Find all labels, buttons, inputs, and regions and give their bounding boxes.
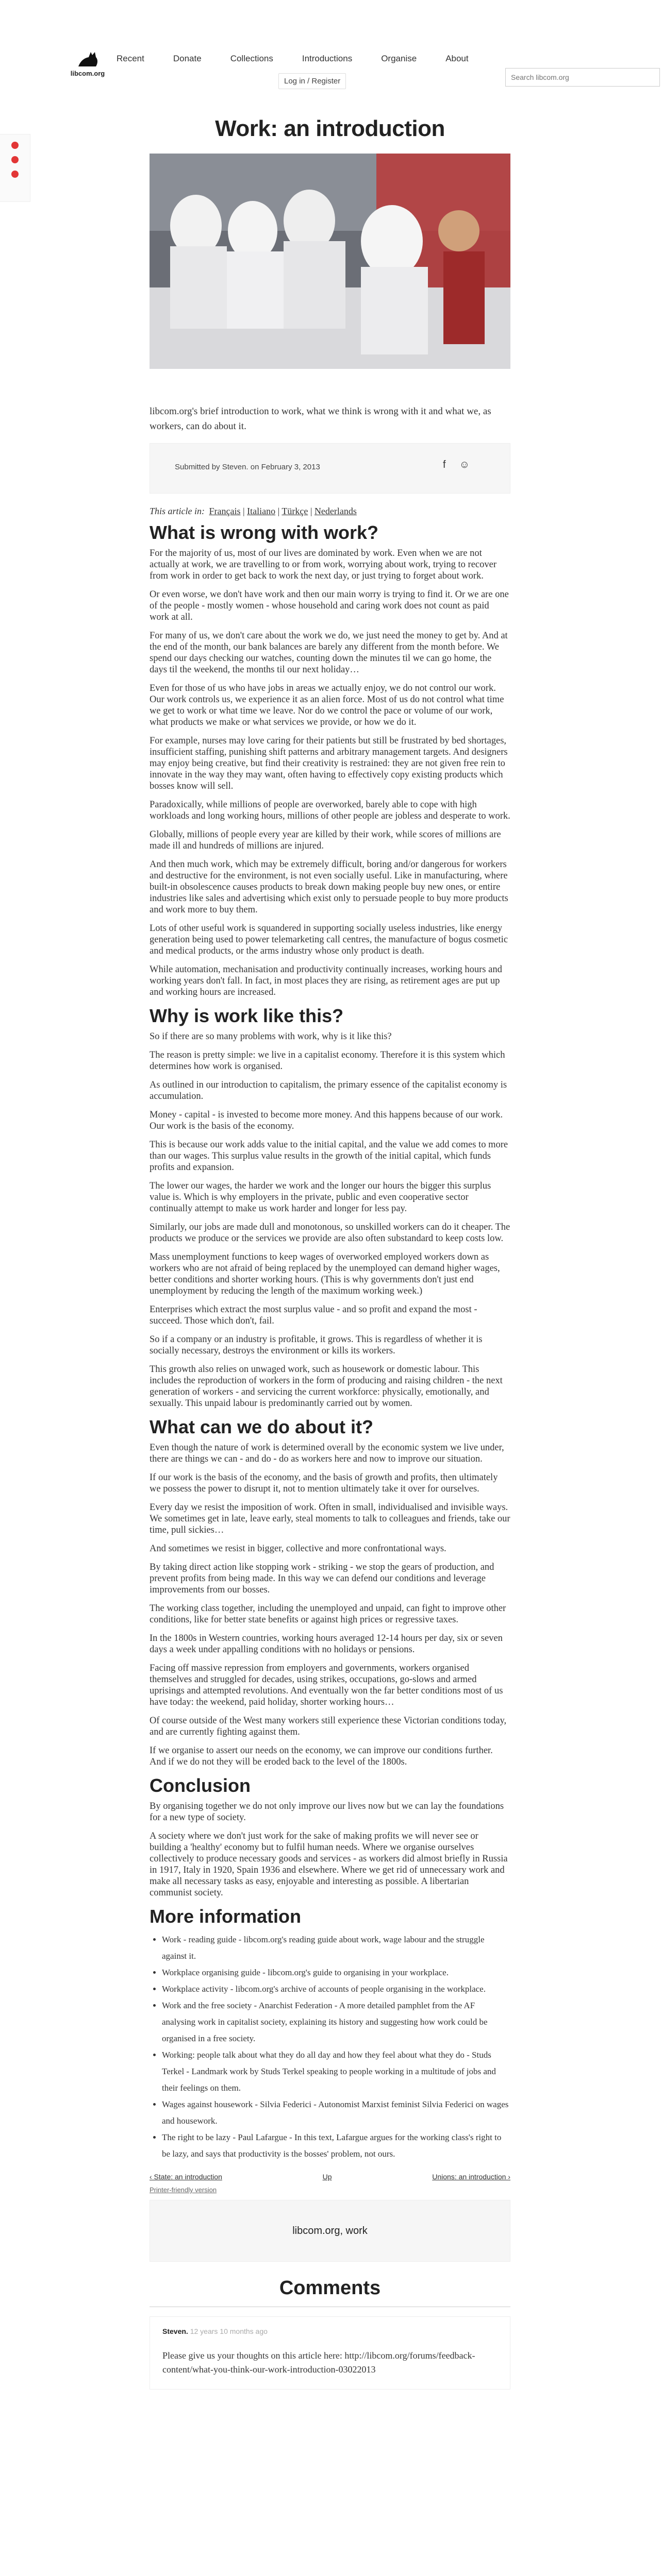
paragraph: Enterprises which extract the most surplus value - and so profit and expand the most - succeed. Those which don't, fail. <box>150 1304 477 1326</box>
translation-it[interactable]: Italiano <box>247 506 276 516</box>
paragraph: Of course outside of the West many workers still experience these Victorian conditions today, and are currently fighting against them. <box>150 1716 507 1737</box>
section-heading: What can we do about it? <box>150 1416 373 1437</box>
paragraph: So if a company or an industry is profitable, it grows. This is regardless of whether it is socially necessary, destroys the environment or kills its workers. <box>150 1334 483 1356</box>
main-nav <box>117 54 498 64</box>
prev-page-link[interactable]: ‹ State: an introduction <box>150 2173 222 2181</box>
comment-meta <box>162 2327 498 2335</box>
paragraph: This is because our work adds value to the initial capital, and the value we add comes to more than our wages. This surplus value results in the growth of the initial capital, which funds profits and expansion. <box>150 1140 508 1173</box>
paragraph: Globally, millions of people every year are killed by their work, while scores of millions are made ill and hundreds of millions are injured. <box>150 829 501 851</box>
translation-nl[interactable]: Nederlands <box>314 506 357 516</box>
paragraph: For example, nurses may love caring for their patients but still be frustrated by bed shortages, insufficient staffing, punishing shift patterns and arbitrary management targets. And designers may enjoy being creative, but find their creativity is restrained: they are not given free rein to innovate in the way they may want, often having to effectively copy existing products which bosses know will sell. <box>150 736 508 791</box>
paragraph: For the majority of us, most of our lives are dominated by work. Even when we are not actually at work, we are travelling to or from work, worrying about work, trying to recover from work in order to get back to work the next day, or just trying to forget about work. <box>150 548 496 581</box>
paragraph: The reason is pretty simple: we live in a capitalist economy. Therefore it is this system which determines how work is organised. <box>150 1050 505 1072</box>
paragraph: By organising together we do not only improve our lives now but we can lay the foundations for a new type of society. <box>150 1801 504 1823</box>
paragraph: If our work is the basis of the economy, and the basis of growth and profits, then ultimately we possess the power to disrupt it, not to mention ultimately take it over for ourselves. <box>150 1472 498 1494</box>
paragraph: This growth also relies on unwaged work, such as housework or domestic labour. This includes the reproduction of workers in the form of producing and raising children - the next generation of workers - and servicing the current workforce: physically, emotionally, and sexually. This unpaid labour is predominantly carried out by women. <box>150 1364 503 1409</box>
submitted-by: Submitted by Steven. on February 3, 2013 <box>175 463 320 471</box>
paragraph: For many of us, we don't care about the work we do, we just need the money to get by. And at the end of the month, our bank balances are barely any different from the month before. We spend our days checking our watches, counting down the minutes til we can go home, the days til the weekend, the months til our next holiday… <box>150 631 508 675</box>
paragraph: As outlined in our introduction to capitalism, the primary essence of the capitalist economy is accumulation. <box>150 1080 507 1101</box>
paragraph: Or even worse, we don't have work and then our main worry is trying to find it. Or we are one of the people - mostly women - whose household and caring work does not count as paid work at all. <box>150 589 509 622</box>
nav-donate[interactable]: Donate <box>173 54 202 63</box>
paragraph: If we organise to assert our needs on the economy, we can improve our conditions further. And if we do not they will be eroded back to the level of the 1800s. <box>150 1745 493 1767</box>
nav-organise[interactable]: Organise <box>381 54 417 63</box>
paragraph: Even though the nature of work is determined overall by the economic system we live under, there are things we can - and do - do as workers here and now to improve our situation. <box>150 1443 504 1464</box>
more-info-item[interactable]: • Working: people talk about what they do all day and how they feel about what they do - Studs Terkel - Landmark work by Studs Terkel speaking to people working in a multitude of jobs and their feelings on them. <box>162 2047 510 2096</box>
comment-author[interactable]: Steven. <box>162 2327 188 2335</box>
paragraph: While automation, mechanisation and productivity continually increases, working hours and working years don't fall. In fact, in most places they are rising, as retirement ages are put up and working hours are increased. <box>150 964 502 997</box>
submitted-box <box>150 443 510 494</box>
nav-collections[interactable]: Collections <box>230 54 273 63</box>
share-icons <box>443 459 483 471</box>
comments-heading: Comments <box>279 2277 381 2299</box>
translation-tr[interactable]: Türkçe <box>282 506 308 516</box>
paragraph: And sometimes we resist in bigger, collective and more confrontational ways. <box>150 1544 446 1554</box>
site-header <box>0 0 662 103</box>
article-body <box>150 522 510 1899</box>
section-heading: What is wrong with work? <box>150 522 378 543</box>
more-info-item[interactable]: • Workplace organising guide - libcom.org's guide to organising in your workplace. <box>162 1964 510 1981</box>
share-sidebar <box>0 134 30 202</box>
cat-logo-icon <box>76 49 99 69</box>
comment-time: 12 years 10 months ago <box>190 2327 268 2335</box>
more-info-item[interactable]: • Work and the free society - Anarchist Federation - A more detailed pamphlet from the AF analysing work in capitalist society, explaining its history and suggesting how work could be organised in a free society. <box>162 1997 510 2047</box>
paragraph: And then much work, which may be extremely difficult, boring and/or dangerous for workers and destructive for the environment, is not even socially useful. Like in manufacturing, where built-in obsolescence causes products to break down making people buy new ones, or entire industries like sales and advertising which exist only to persuade people to buy more products and work more to buy them. <box>150 859 508 915</box>
paragraph: The working class together, including the unemployed and unpaid, can fight to improve other conditions, like for better state benefits or against high prices or regressive taxes. <box>150 1603 506 1625</box>
comment-text: Please give us your thoughts on this article here: http://libcom.org/forums/feedback-content/what-you-think-our-work-introduction-03022013 <box>162 2350 475 2375</box>
paragraph: Similarly, our jobs are made dull and monotonous, so unskilled workers can do it cheaper. The products we produce or the services we provide are also often substandard to keep costs low. <box>150 1222 510 1244</box>
tags-box[interactable]: libcom.org, work <box>150 2200 510 2262</box>
up-link[interactable]: Up <box>322 2173 332 2181</box>
book-navigation <box>150 2173 510 2181</box>
paragraph: The lower our wages, the harder we work and the longer our hours the bigger this surplus value is. Which is why employers in the private, public and even cooperative sector continually attempt to make us work harder and longer for less pay. <box>150 1181 491 1214</box>
more-info-item[interactable]: • Work - reading guide - libcom.org's reading guide about work, wage labour and the struggle against it. <box>162 1931 510 1964</box>
login-register-link[interactable]: Log in / Register <box>278 73 346 89</box>
section-heading: Conclusion <box>150 1775 251 1796</box>
comment <box>150 2316 510 2389</box>
paragraph: Facing off massive repression from employers and governments, workers organised themselves and struggled for decades, using strikes, occupations, go-slows and armed uprisings and attempted revolutions. And eventually won the far better conditions most of us have today: the weekend, paid holiday, shorter working hours… <box>150 1663 503 1707</box>
email-share-icon[interactable] <box>11 171 19 178</box>
pinterest-share-icon[interactable] <box>11 142 19 149</box>
translation-fr[interactable]: Français <box>209 506 241 516</box>
more-info-item[interactable]: • Workplace activity - libcom.org's archive of accounts of people organising in the workplace. <box>162 1981 510 1997</box>
paragraph: In the 1800s in Western countries, working hours averaged 12-14 hours per day, six or seven days a week under appalling conditions with no holidays or pensions. <box>150 1633 503 1655</box>
paragraph: By taking direct action like stopping work - striking - we stop the gears of production, and prevent profits from being made. In this way we can defend our conditions and leverage improvements from our bosses. <box>150 1562 494 1595</box>
more-info-item[interactable]: • The right to be lazy - Paul Lafargue - In this text, Lafargue argues for the working class's right to be lazy, and says that productivity is the bosses' problem, not ours. <box>162 2129 510 2162</box>
factory-workers-photo <box>150 154 510 369</box>
article-intro: libcom.org's brief introduction to work, what we think is wrong with it and what we, as workers, can do about it. <box>150 406 491 432</box>
more-info-item[interactable]: • Wages against housework - Silvia Federici - Autonomist Marxist feminist Silvia Federici on wages and housework. <box>162 2096 510 2129</box>
nav-recent[interactable]: Recent <box>117 54 144 63</box>
paragraph: Lots of other useful work is squandered in supporting socially useless industries, like energy generation being used to power telemarketing call centres, the manufacture of bogus cosmetic and medical products, or the arms industry whose only product is death. <box>150 923 508 956</box>
nav-about[interactable]: About <box>445 54 469 63</box>
section-heading: Why is work like this? <box>150 1005 344 1026</box>
more-info-list <box>150 1931 510 2162</box>
translations: This article in: Français | Italiano | Türkçe | Nederlands <box>150 506 357 516</box>
facebook-icon[interactable]: f <box>443 459 446 470</box>
paragraph: Paradoxically, while millions of people are overworked, barely able to cope with high workloads and long working hours, millions of other people are jobless and desperate to work. <box>150 800 510 821</box>
nav-introductions[interactable]: Introductions <box>302 54 353 63</box>
article <box>150 103 510 2389</box>
paragraph: Every day we resist the imposition of work. Often in small, individualised and invisible ways. We sometimes get in late, leave early, steal moments to talk to colleagues and friends, take our time, pull sickies… <box>150 1502 510 1535</box>
hero-image <box>150 154 510 369</box>
site-logo[interactable] <box>67 49 108 77</box>
printer-friendly-link[interactable]: Printer-friendly version <box>150 2186 217 2194</box>
paragraph: So if there are so many problems with work, why is it like this? <box>150 1031 392 1042</box>
logo-text: libcom.org <box>70 70 105 77</box>
next-page-link[interactable]: Unions: an introduction › <box>432 2173 510 2181</box>
reddit-share-icon[interactable] <box>11 156 19 163</box>
search-input[interactable] <box>505 68 660 87</box>
more-info-heading: More information <box>150 1906 301 1927</box>
page-title: Work: an introduction <box>215 116 445 141</box>
reddit-icon[interactable]: ☺ <box>459 459 470 470</box>
translations-label: This article in: <box>150 506 205 516</box>
paragraph: Mass unemployment functions to keep wages of overworked employed workers down as workers who are not afraid of being replaced by the unemployed can demand higher wages, better conditions and shorter working hours. (This is why governments don't just end unemployment by reducing the length of the maximum working week.) <box>150 1252 500 1296</box>
paragraph: Even for those of us who have jobs in areas we actually enjoy, we do not control our work. Our work controls us, we experience it as an alien force. Most of us do not control what time we get to work or what time we leave. Nor do we control the pace or volume of our work, what products we make or what services we provide, or how we do it. <box>150 683 504 727</box>
paragraph: Money - capital - is invested to become more money. And this happens because of our work. Our work is the basis of the economy. <box>150 1110 503 1131</box>
paragraph: A society where we don't just work for the sake of making profits we will never see or building a 'healthy' economy but to fulfil human needs. Where we organise ourselves collectively to produce necessary goods and services - as workers did almost briefly in Russia in 1917, Italy in 1920, Spain 1936 and elsewhere. Where we get rid of unnecessary work and make all necessary tasks as easy, enjoyable and interesting as possible. A libertarian communist society. <box>150 1831 508 1898</box>
